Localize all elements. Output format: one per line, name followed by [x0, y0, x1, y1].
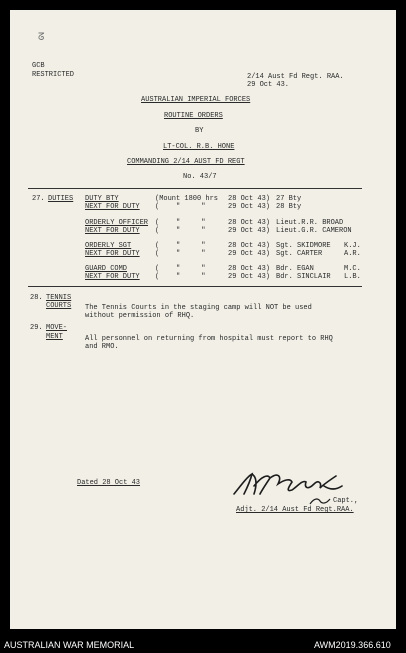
duty-row-time: ( " "	[155, 203, 206, 211]
duty-row-role: NEXT FOR DUTY	[85, 250, 140, 258]
duty-row-name: Sgt. SKIDMORE	[276, 242, 331, 250]
signatory-rank: Capt.,	[333, 497, 359, 505]
order-number: No. 43/7	[183, 173, 217, 181]
item-27-number: 27.	[32, 195, 45, 203]
duty-row-role: NEXT FOR DUTY	[85, 273, 140, 281]
duty-row-initials: A.R.	[344, 250, 361, 258]
divider-mid	[28, 286, 362, 287]
item-29-number: 29.	[30, 324, 43, 332]
duty-row-role: NEXT FOR DUTY	[85, 203, 140, 211]
duty-row-date: 29 Oct 43)	[228, 250, 271, 258]
item-29-heading: MENT	[46, 333, 63, 341]
duty-row-date: 29 Oct 43)	[228, 227, 271, 235]
archive-caption: AUSTRALIAN WAR MEMORIAL	[4, 640, 135, 650]
item-28-number: 28.	[30, 294, 43, 302]
title-line-2: ROUTINE ORDERS	[164, 112, 223, 120]
duty-row-date: 28 Oct 43)	[228, 195, 271, 203]
duty-row-role: ORDERLY OFFICER	[85, 219, 149, 227]
order-date: 29 Oct 43.	[247, 81, 290, 89]
duty-row-role: GUARD COMD	[85, 265, 128, 273]
item-28-heading: COURTS	[46, 302, 72, 310]
item-28-text: without permission of RHQ.	[85, 312, 195, 320]
divider-top	[28, 188, 362, 189]
duty-row-name: 28 Bty	[276, 203, 302, 211]
archive-reference: AWM2019.366.610	[314, 640, 391, 650]
duty-row-date: 29 Oct 43)	[228, 273, 271, 281]
duty-row-initials: M.C.	[344, 265, 361, 273]
duty-row-date: 28 Oct 43)	[228, 265, 271, 273]
duty-row-name: Lieut.R.R. BROAD	[276, 219, 344, 227]
classification-line-1: GCB	[32, 62, 45, 70]
duty-row-time: ( " "	[155, 219, 206, 227]
duty-row-date: 29 Oct 43)	[228, 203, 271, 211]
duty-row-date: 28 Oct 43)	[228, 219, 271, 227]
duty-row-name: Bdr. EGAN	[276, 265, 314, 273]
handwritten-mark: ᘔ	[38, 32, 45, 43]
duty-row-initials: L.B.	[344, 273, 361, 281]
duty-row-time: ( " "	[155, 273, 206, 281]
title-line-5: COMMANDING 2/14 AUST FD REGT	[127, 158, 245, 166]
duty-row-time: ( " "	[155, 242, 206, 250]
item-27-heading: DUTIES	[48, 195, 74, 203]
title-line-4: LT-COL. R.B. HONE	[163, 143, 235, 151]
duty-row-time: ( " "	[155, 250, 206, 258]
duty-row-initials: K.J.	[344, 242, 361, 250]
duty-row-name: Sgt. CARTER	[276, 250, 323, 258]
duty-row-time: ( " "	[155, 227, 206, 235]
signatory-title: Adjt. 2/14 Aust Fd Regt.RAA.	[236, 506, 354, 514]
duty-row-role: NEXT FOR DUTY	[85, 227, 140, 235]
duty-row-name: Bdr. SINCLAIR	[276, 273, 331, 281]
item-28-text: The Tennis Courts in the staging camp will NOT be used	[85, 304, 312, 312]
item-29-text: All personnel on returning from hospital must report to RHQ	[85, 335, 333, 343]
item-28-heading: TENNIS	[46, 294, 72, 302]
title-line-1: AUSTRALIAN IMPERIAL FORCES	[141, 96, 251, 104]
duty-row-name: 27 Bty	[276, 195, 302, 203]
item-29-heading: MOVE-	[46, 324, 68, 332]
dated-line: Dated 28 Oct 43	[77, 479, 141, 487]
unit-heading: 2/14 Aust Fd Regt. RAA.	[247, 73, 344, 81]
classification-line-2: RESTRICTED	[32, 71, 75, 79]
item-29-text: and RMO.	[85, 343, 119, 351]
duty-row-role: DUTY BTY	[85, 195, 119, 203]
duty-row-role: ORDERLY SGT	[85, 242, 132, 250]
duty-row-time: (Mount 1800 hrs	[155, 195, 219, 203]
duty-row-date: 28 Oct 43)	[228, 242, 271, 250]
duty-row-time: ( " "	[155, 265, 206, 273]
duty-row-name: Lieut.G.R. CAMERON	[276, 227, 352, 235]
title-line-3: BY	[195, 127, 204, 135]
